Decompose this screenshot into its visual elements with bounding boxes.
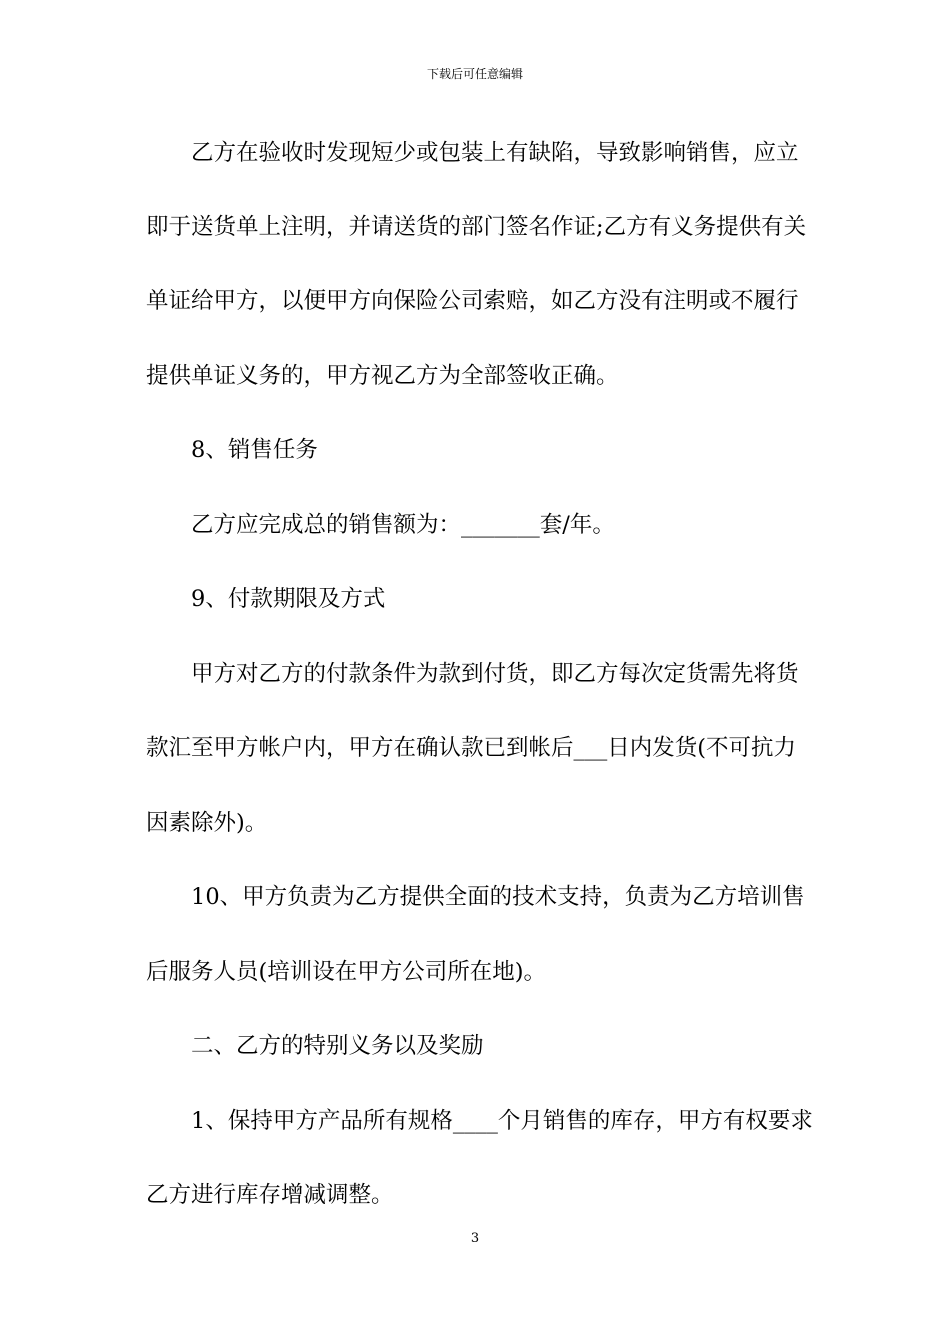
text-line: 款汇至甲方帐户内，甲方在确认款已到帐后___日内发货(不可抗力 <box>146 735 797 761</box>
text-line: 甲方对乙方的付款条件为款到付货，即乙方每次定货需先将货 <box>146 661 799 687</box>
text-line: 单证给甲方，以便甲方向保险公司索赔，如乙方没有注明或不履行 <box>146 288 799 314</box>
text-line: 乙方在验收时发现短少或包装上有缺陷，导致影响销售，应立 <box>146 140 799 166</box>
text-line: 乙方进行库存增减调整。 <box>146 1182 394 1208</box>
text-line: 1、保持甲方产品所有规格____个月销售的库存，甲方有权要求 <box>146 1108 813 1134</box>
section-heading: 二、乙方的特别义务以及奖励 <box>146 1033 484 1059</box>
text-line: 乙方应完成总的销售额为：_______套/年。 <box>146 512 615 538</box>
section-heading: 9、付款期限及方式 <box>146 586 386 612</box>
text-line: 即于送货单上注明，并请送货的部门签名作证;乙方有义务提供有关 <box>146 214 807 240</box>
section-heading: 8、销售任务 <box>146 437 318 463</box>
header-note: 下载后可任意编辑 <box>426 67 523 81</box>
page-number: 3 <box>470 1231 480 1246</box>
text-line: 提供单证义务的，甲方视乙方为全部签收正确。 <box>146 363 619 389</box>
text-line: 10、甲方负责为乙方提供全面的技术支持，负责为乙方培训售 <box>146 884 805 910</box>
text-line: 因素除外)。 <box>146 810 268 836</box>
text-line: 后服务人员(培训设在甲方公司所在地)。 <box>146 959 547 985</box>
